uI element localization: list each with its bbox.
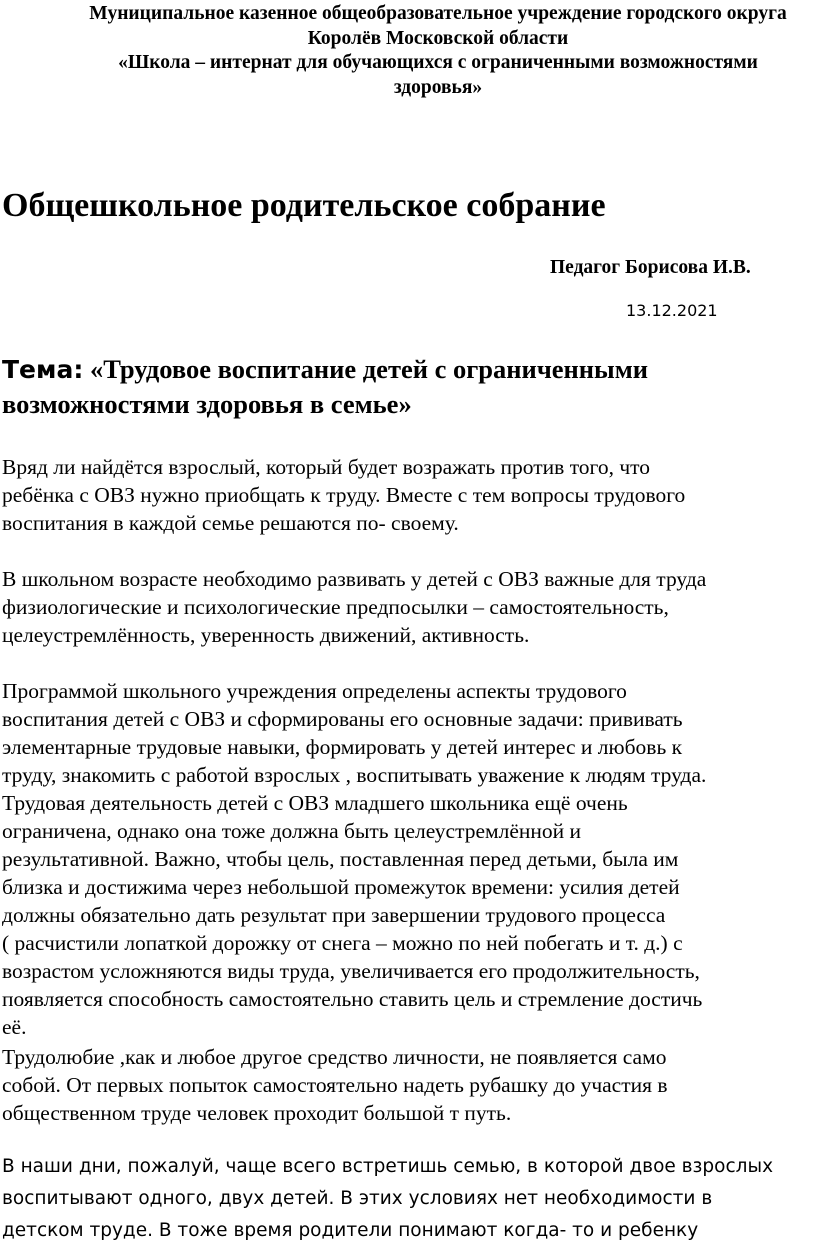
paragraph-line: возрастом усложняются виды труда, увеличивается его продолжительность, [2, 959, 700, 983]
paragraph-line: Вряд ли найдётся взрослый, который будет возражать против того, что [2, 455, 651, 479]
paragraph-line: ( расчистили лопаткой дорожку от снега – можно по ней побегать и т. д.) с [2, 931, 683, 955]
paragraph-line: воспитания в каждой семье решаются по- своему. [2, 511, 459, 535]
paragraph-line: Трудолюбие ,как и любое другое средство личности, не появляется само [2, 1045, 667, 1069]
header-line: «Школа – интернат для обучающихся с ограниченными возможностями [118, 52, 758, 73]
paragraph-line: Программой школьного учреждения определены аспекты трудового [2, 679, 627, 703]
paragraph-line: целеустремлённость, уверенность движений, активность. [2, 623, 530, 647]
paragraph-line: результативной. Важно, чтобы цель, поставленная перед детьми, была им [2, 847, 679, 871]
header-line: Королёв Московской области [307, 27, 569, 49]
topic-line: возможностями здоровья в семье» [2, 389, 412, 419]
author-line: Педагог Борисова И.В. [550, 257, 751, 278]
document-date: 13.12.2021 [626, 301, 718, 320]
header-line: здоровья» [393, 76, 483, 98]
paragraph-line: воспитания детей с ОВЗ и сформированы его основные задачи: прививать [2, 707, 683, 731]
paragraph-line: физиологические и психологические предпосылки – самостоятельность, [2, 595, 669, 619]
paragraph-line: воспитывают одного, двух детей. В этих условиях нет необходимости в [2, 1188, 713, 1209]
paragraph-line: собой. От первых попыток самостоятельно надеть рубашку до участия в [2, 1073, 668, 1097]
paragraph-line: детском труде. В тоже время родители понимают когда- то и ребенку [2, 1220, 699, 1241]
paragraph-line: её. [2, 1015, 27, 1039]
paragraph-line: ограничена, однако она тоже должна быть целеустремлённой и [2, 819, 582, 843]
paragraph-line: появляется способность самостоятельно ставить цель и стремление достичь [2, 987, 703, 1011]
paragraph-line: общественном труде человек проходит большой т путь. [2, 1101, 512, 1125]
paragraph-line: элементарные трудовые навыки, формировать у детей интерес и любовь к [2, 735, 683, 759]
organization-header [30, 2, 816, 100]
paragraph [2, 1043, 814, 1127]
paragraph-line: близка и достижима через небольшой промежуток времени: усилия детей [2, 875, 680, 899]
paragraph-line: В наши дни, пожалуй, чаще всего встретишь семью, в которой двое взрослых [2, 1156, 774, 1177]
paragraph-line: ребёнка с ОВЗ нужно приобщать к труду. Вместе с тем вопросы трудового [2, 483, 686, 507]
header-line: Муниципальное казенное общеобразовательное учреждение городского округа [89, 3, 787, 24]
topic-label: Тема: [2, 355, 84, 384]
paragraph [2, 565, 814, 649]
paragraph-line: Трудовая деятельность детей с ОВЗ младшего школьника ещё очень [2, 791, 628, 815]
topic-heading [2, 352, 648, 422]
topic-line: «Трудовое воспитание детей с ограниченными [89, 354, 649, 384]
paragraph [2, 677, 814, 1041]
paragraph [2, 1151, 814, 1247]
document-title: Общешкольное родительское собрание [2, 187, 606, 224]
paragraph-line: труду, знакомить с работой взрослых , воспитывать уважение к людям труда. [2, 763, 707, 787]
paragraph-line: В школьном возрасте необходимо развивать у детей с ОВЗ важные для труда [2, 567, 707, 591]
paragraph [2, 453, 814, 537]
paragraph-line: должны обязательно дать результат при завершении трудового процесса [2, 903, 666, 927]
